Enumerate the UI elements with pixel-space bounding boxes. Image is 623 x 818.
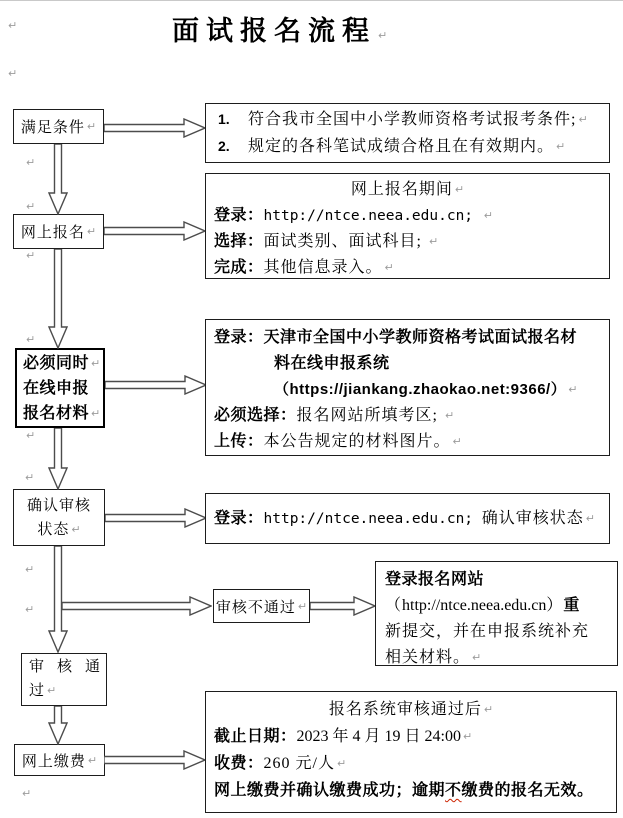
flow-arrow-down	[48, 428, 68, 490]
detail-box-confirm-status	[205, 493, 610, 544]
flow-arrow-branch-right	[62, 596, 212, 616]
pilcrow-mark: ↵	[556, 140, 566, 153]
flow-box-label: 审核不通过	[215, 599, 296, 616]
flow-box-online-registration	[13, 214, 104, 249]
pilcrow-mark: ↵	[585, 511, 595, 525]
close-paren: ）	[546, 597, 564, 614]
flow-arrow-down	[48, 249, 68, 349]
pilcrow-mark: ↵	[428, 235, 439, 248]
box-heading-text: 报名系统审核通过后	[328, 701, 482, 718]
item-text	[248, 107, 588, 133]
flow-box-line-text: 报名材料	[23, 404, 90, 422]
flow-box-submit-materials	[15, 348, 105, 428]
payment-note	[214, 777, 608, 804]
page-title-text: 面试报名流程	[172, 16, 376, 46]
flow-arrow-right	[104, 118, 206, 138]
line-label: 完成：	[214, 259, 264, 276]
line-text: 其他信息录入。	[263, 259, 383, 276]
paragraph-mark: ↵	[26, 333, 36, 346]
system-name-line2: 料在线申报系统	[274, 355, 390, 372]
spellcheck-flagged-text: 不	[445, 782, 462, 799]
line-label: 必须选择：	[214, 407, 297, 424]
flow-arrow-right	[310, 596, 376, 616]
flow-box-label: 网上报名	[20, 225, 85, 241]
url-text: http://ntce.neea.edu.cn;	[263, 208, 482, 224]
pilcrow-mark: ↵	[86, 120, 97, 133]
line-text: 相关材料。	[385, 649, 471, 666]
line-label: 登录：	[214, 509, 264, 527]
detail-line	[214, 429, 601, 455]
paragraph-mark: ↵	[8, 67, 18, 80]
line-label: 收费：	[214, 755, 264, 772]
pilcrow-mark: ↵	[378, 29, 388, 42]
paragraph-mark: ↵	[26, 200, 36, 213]
paragraph-mark: ↵	[22, 787, 32, 800]
line-label: 登录：	[214, 207, 264, 224]
bold-char: 重	[563, 597, 580, 614]
paragraph-mark: ↵	[26, 429, 36, 442]
box-heading	[214, 177, 601, 203]
pilcrow-mark: ↵	[462, 730, 473, 743]
pilcrow-mark: ↵	[86, 225, 97, 238]
line-label: 截止日期：	[214, 728, 297, 745]
paragraph-mark: ↵	[8, 19, 18, 32]
box-heading-text: 网上报名期间	[350, 181, 453, 198]
line-text: 面试类别、面试科目;	[263, 233, 427, 250]
detail-line: 新提交，并在申报系统补充	[385, 623, 590, 640]
flow-arrow-down	[48, 706, 68, 745]
detail-line	[385, 645, 608, 671]
detail-box-conditions	[205, 103, 610, 163]
detail-paragraph	[214, 325, 601, 403]
url-text: http://ntce.neea.edu.cn;	[263, 510, 482, 527]
flow-box-label: 网上缴费	[21, 753, 86, 770]
pilcrow-mark: ↵	[71, 522, 81, 536]
pilcrow-mark: ↵	[472, 651, 482, 664]
detail-line	[385, 593, 608, 619]
fee-value: 260 元/人	[263, 755, 335, 772]
resubmit-title: 登录报名网站	[385, 571, 485, 588]
flow-box-line	[23, 401, 100, 426]
item-number: 2.	[218, 138, 230, 154]
paragraph-mark: ↵	[25, 471, 35, 484]
pilcrow-mark: ↵	[87, 753, 98, 767]
flow-box-line: 确认审核	[26, 497, 91, 514]
detail-box-materials	[205, 319, 610, 456]
flow-arrow-right	[104, 750, 206, 770]
line-label: 选择：	[214, 233, 264, 250]
detail-line	[214, 506, 595, 532]
flow-box-line-text: 状态	[37, 521, 70, 538]
flow-arrow-right	[105, 508, 207, 528]
deadline-value: 2023 年 4 月 19 日 24:00	[296, 728, 461, 745]
flow-box-line: 在线申报	[23, 379, 90, 397]
pilcrow-mark: ↵	[568, 383, 578, 396]
item-text-content: 符合我市全国中小学教师资格考试报考条件;	[248, 111, 577, 128]
line-text: 报名网站所填考区;	[296, 407, 443, 424]
open-paren: （	[385, 597, 403, 614]
item-text	[248, 134, 565, 160]
line-label: 上传：	[214, 433, 264, 450]
flow-box-label: 满足条件	[20, 120, 85, 136]
flow-box-online-payment	[14, 744, 105, 776]
pilcrow-mark: ↵	[47, 684, 57, 697]
note-text: 缴费的报名无效。	[461, 782, 594, 799]
detail-line	[214, 723, 608, 750]
detail-line	[214, 403, 601, 429]
pilcrow-mark: ↵	[483, 703, 494, 716]
pilcrow-mark: ↵	[91, 356, 101, 370]
flow-box-review-passed	[21, 653, 114, 706]
flow-arrow-down	[48, 144, 68, 215]
line-text: 本公告规定的材料图片。	[263, 433, 451, 450]
condition-item	[206, 106, 609, 133]
url-text: http://ntce.neea.edu.cn	[402, 597, 547, 614]
note-text: 网上缴费并确认缴费成功；逾期	[214, 782, 446, 799]
system-url: （https://jiankang.zhaokao.net:9366/）	[274, 381, 567, 398]
detail-box-payment	[205, 691, 617, 813]
pilcrow-mark: ↵	[483, 209, 493, 222]
flow-box-line: 审核通	[29, 659, 114, 675]
paragraph-mark: ↵	[26, 156, 36, 169]
system-name-line1: 天津市全国中小学教师资格考试面试报名材	[263, 329, 578, 346]
item-number: 1.	[218, 111, 230, 127]
flow-box-line	[37, 518, 80, 542]
pilcrow-mark: ↵	[578, 113, 588, 126]
condition-item	[206, 133, 609, 160]
item-text-content: 规定的各科笔试成绩合格且在有效期内。	[248, 138, 555, 155]
flow-box-review-failed	[213, 589, 310, 623]
flow-box-meet-conditions	[13, 109, 104, 144]
detail-line	[214, 203, 601, 229]
flow-box-line-text: 过	[29, 683, 46, 699]
paragraph-mark: ↵	[25, 603, 35, 616]
pilcrow-mark: ↵	[297, 599, 308, 613]
detail-box-resubmit	[375, 561, 618, 666]
pilcrow-mark: ↵	[454, 183, 465, 196]
page-title	[172, 9, 387, 48]
flow-arrow-right	[104, 221, 206, 241]
pilcrow-mark: ↵	[452, 435, 462, 448]
detail-line	[214, 229, 601, 255]
paragraph-mark: ↵	[25, 563, 35, 576]
pilcrow-mark: ↵	[336, 757, 347, 770]
line-label: 登录：	[214, 329, 264, 346]
pilcrow-mark: ↵	[384, 261, 394, 274]
flow-box-line-text: 必须同时	[23, 354, 90, 372]
flow-box-line	[29, 679, 56, 703]
flow-box-confirm-status	[13, 489, 105, 546]
detail-box-registration	[205, 173, 610, 279]
detail-line	[214, 255, 601, 281]
line-text: 确认审核状态	[481, 509, 584, 527]
paragraph-mark: ↵	[26, 249, 36, 262]
pilcrow-mark: ↵	[444, 409, 455, 422]
detail-line	[214, 750, 608, 777]
box-heading	[214, 696, 608, 723]
pilcrow-mark: ↵	[91, 406, 101, 420]
flow-box-line	[23, 351, 100, 376]
flow-arrow-right	[105, 375, 207, 395]
